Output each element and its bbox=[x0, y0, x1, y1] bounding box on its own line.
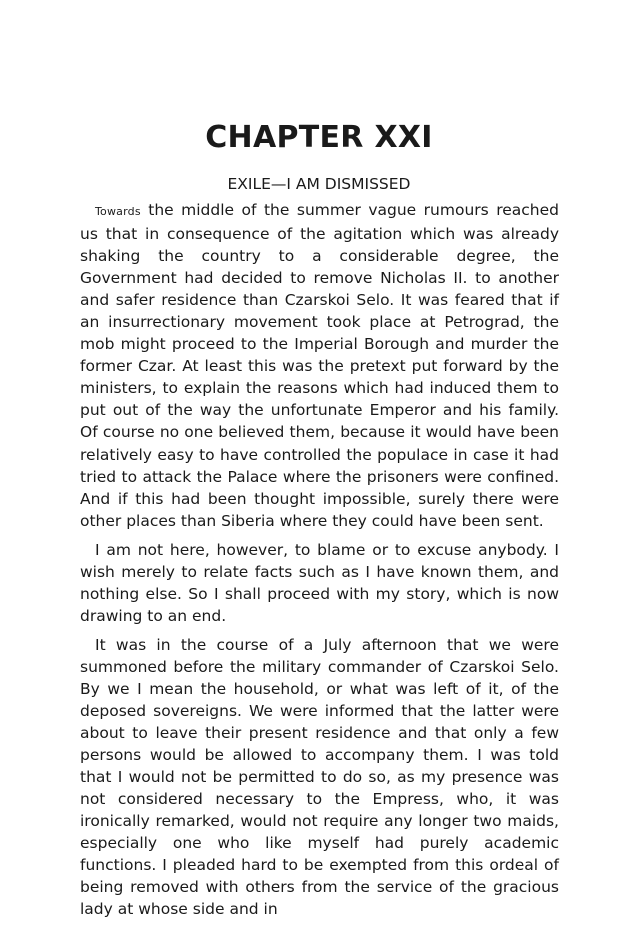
chapter-title: CHAPTER XXI bbox=[205, 120, 433, 155]
paragraph bbox=[80, 634, 559, 921]
body-text bbox=[80, 199, 559, 928]
paragraph-text: I am not here, however, to blame or to excuse anybody. I wish merely to relate facts such as I have known them, and nothing else. So I shall proceed with my story, which is now drawing to an end. bbox=[80, 540, 559, 625]
chapter-subtitle: EXILE—I AM DISMISSED bbox=[227, 175, 411, 193]
paragraph bbox=[80, 199, 559, 532]
paragraph-lead-word: Towards bbox=[95, 205, 141, 218]
paragraph-text: It was in the course of a July afternoon that we were summoned before the military commander of Czarskoi Selo. By we I mean the household, or what was left of it, of the deposed sovereigns. We were informed that the latter were about to leave their present residence and that only a few persons would be allowed to accompany them. I was told that I would not be permitted to do so, as my presence was not considered necessary to the Empress, who, it was ironically remarked, would not require any longer two maids, especially one who like myself had purely academic functions. I pleaded hard to be exempted from this ordeal of being removed with others from the service of the gracious lady at whose side and in bbox=[80, 635, 559, 919]
paragraph bbox=[80, 539, 559, 627]
paragraph-text: the middle of the summer vague rumours reached us that in consequence of the agitation which was already shaking the country to a considerable degree, the Government had decided to remove Nicholas II. to another and safer residence than Czarskoi Selo. It was feared that if an insurrectionary movement took place at Petrograd, the mob might proceed to the Imperial Borough and murder the former Czar. At least this was the pretext put forward by the ministers, to explain the reasons which had induced them to put out of the way the unfortunate Emperor and his family. Of course no one believed them, because it would have been relatively easy to have controlled the populace in case it had tried to attack the Palace where the prisoners were confined. And if this had been thought impossible, surely there were other places than Siberia where they could have been sent. bbox=[80, 201, 559, 530]
